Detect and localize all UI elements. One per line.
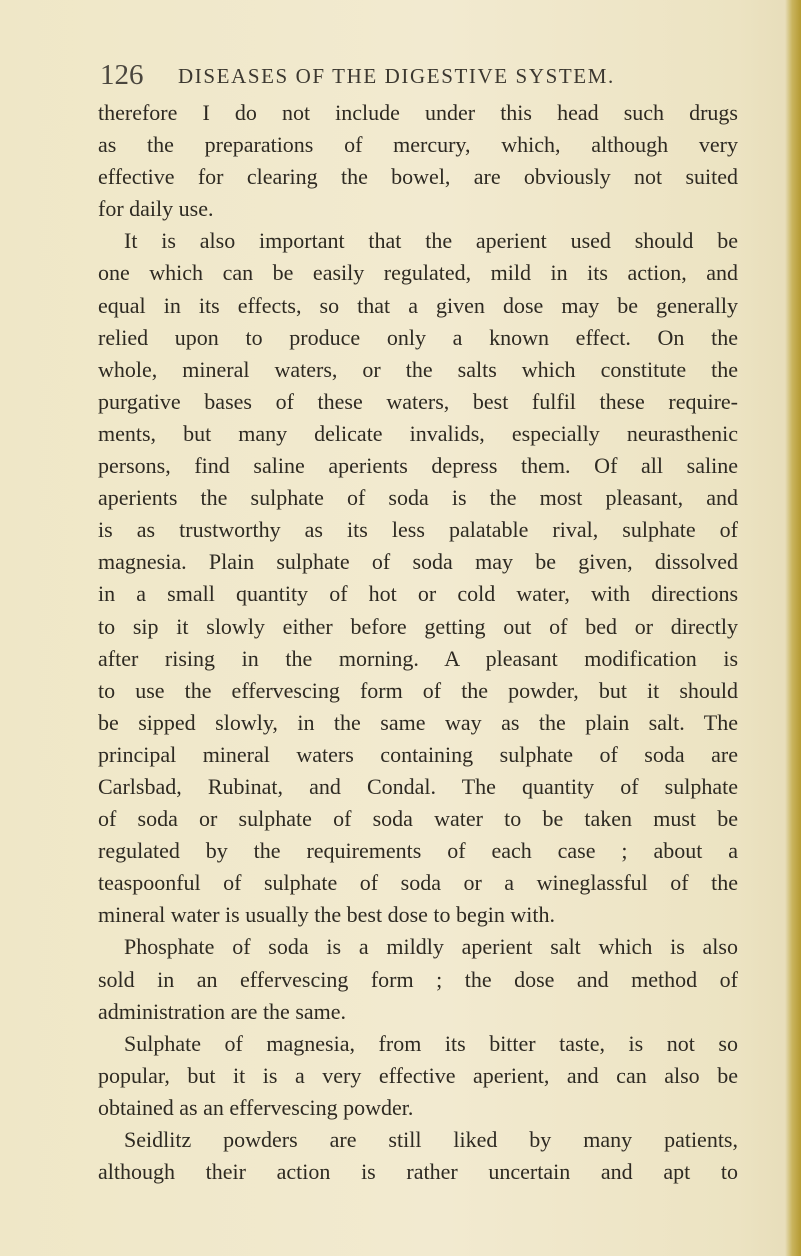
text-line: for daily use.	[98, 196, 214, 222]
text-line: persons, find saline aperients depress them. Of all saline	[98, 453, 738, 479]
text-line: principal mineral waters containing sulphate of soda are	[98, 741, 738, 767]
text-line: Seidlitz powders are still liked by many patients,	[124, 1127, 738, 1152]
text-line: ments, but many delicate invalids, especially neurasthenic	[98, 420, 738, 446]
text-line: teaspoonful of sulphate of soda or a wineglassful of the	[98, 870, 738, 896]
text-line: purgative bases of these waters, best fulfil these require-	[98, 388, 738, 414]
running-title: DISEASES OF THE DIGESTIVE SYSTEM.	[178, 64, 615, 88]
running-head	[100, 58, 720, 94]
text-line: magnesia. Plain sulphate of soda may be given, dissolved	[98, 549, 738, 575]
text-line: after rising in the morning. A pleasant modification is	[98, 645, 738, 671]
text-line: relied upon to produce only a known effect. On the	[98, 324, 738, 350]
text-line: administration are the same.	[98, 998, 347, 1024]
text-line: Sulphate of magnesia, from its bitter taste, is not so	[124, 1030, 738, 1056]
page-edge-shadow	[785, 0, 801, 1256]
text-line: to sip it slowly either before getting out of bed or directly	[98, 613, 738, 639]
text-line: It is also important that the aperient used should be	[124, 228, 738, 254]
text-line: is as trustworthy as its less palatable rival, sulphate of	[98, 517, 738, 543]
text-line: sold in an effervescing form ; the dose and method of	[98, 966, 738, 992]
text-line: popular, but it is a very effective aperient, and can also be	[98, 1062, 738, 1088]
text-line: Carlsbad, Rubinat, and Condal. The quantity of sulphate	[98, 773, 738, 799]
text-line: as the preparations of mercury, which, although very	[98, 132, 738, 158]
text-line: regulated by the requirements of each case ; about a	[98, 838, 738, 864]
page-number: 126	[100, 59, 144, 91]
text-line: mineral water is usually the best dose to begin with.	[98, 902, 556, 928]
text-line: of soda or sulphate of soda water to be taken must be	[98, 806, 738, 832]
text-line: to use the effervescing form of the powder, but it should	[98, 677, 738, 703]
text-line: therefore I do not include under this head such drugs	[98, 100, 738, 125]
text-line: whole, mineral waters, or the salts which constitute the	[98, 356, 738, 382]
text-line: be sipped slowly, in the same way as the plain salt. The	[98, 709, 738, 735]
text-line: Phosphate of soda is a mildly aperient salt which is also	[124, 934, 738, 960]
text-line: equal in its effects, so that a given dose may be generally	[98, 292, 738, 318]
text-line: in a small quantity of hot or cold water, with directions	[98, 581, 738, 607]
text-line: one which can be easily regulated, mild in its action, and	[98, 260, 738, 286]
text-line: effective for clearing the bowel, are obviously not suited	[98, 164, 738, 190]
text-line: aperients the sulphate of soda is the most pleasant, and	[98, 485, 738, 511]
body-text	[98, 97, 738, 1188]
text-line: obtained as an effervescing powder.	[98, 1094, 414, 1120]
text-line: although their action is rather uncertain and apt to	[98, 1159, 738, 1185]
